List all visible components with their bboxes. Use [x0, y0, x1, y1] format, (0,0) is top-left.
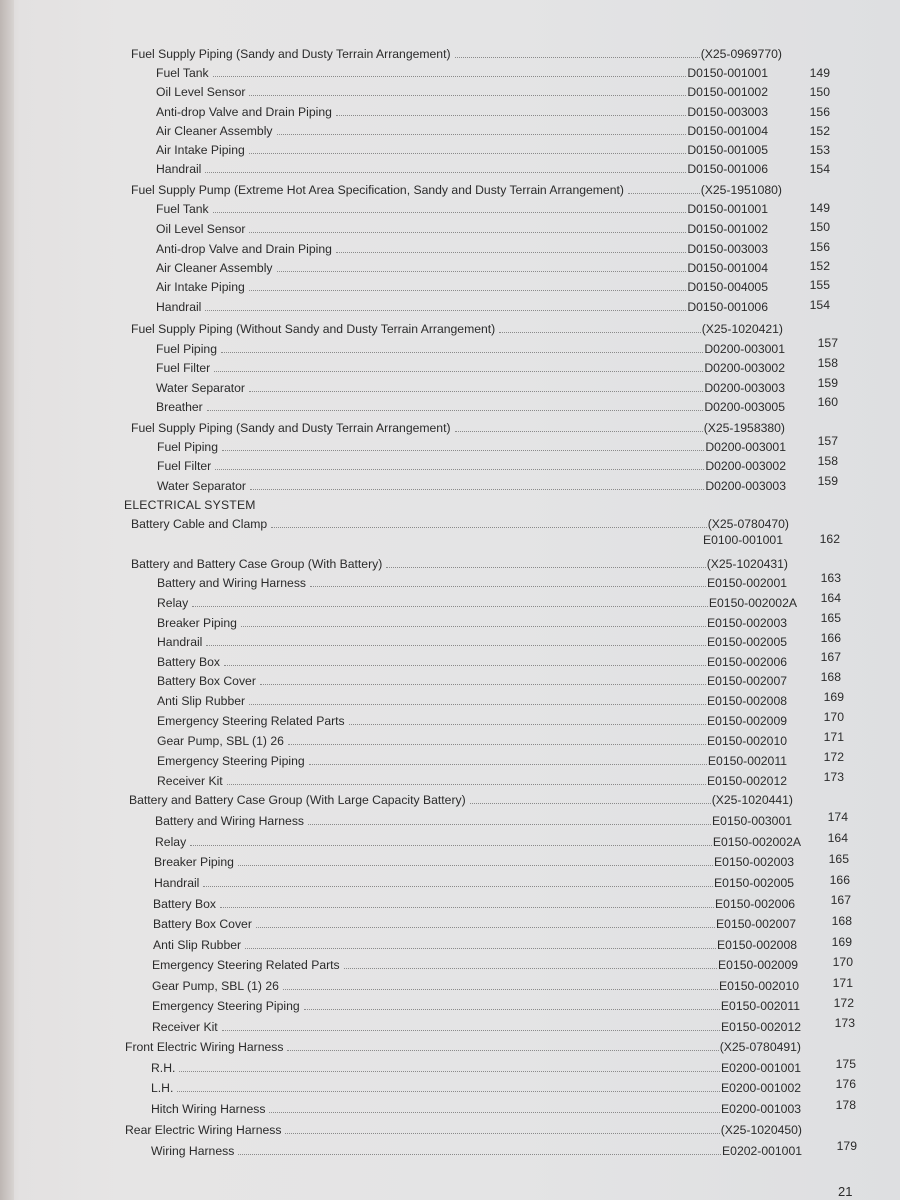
toc-entry[interactable]: Breather D0200-003005 [156, 400, 785, 414]
dot-leader [309, 752, 707, 765]
page-ref: 179 [836, 1139, 857, 1153]
page-ref: 173 [823, 770, 844, 784]
dot-leader [310, 574, 706, 587]
dot-leader [222, 438, 704, 451]
page-ref: 169 [823, 690, 844, 704]
page-ref: 158 [817, 454, 838, 468]
page-ref: 166 [829, 873, 850, 887]
page-ref: 171 [832, 976, 853, 990]
dot-leader [336, 103, 686, 116]
dot-leader [344, 956, 717, 969]
page-ref: 158 [817, 356, 838, 370]
toc-entry[interactable]: Gear Pump, SBL (1) 26 E0150-002010 [157, 734, 787, 748]
dot-leader [227, 772, 706, 785]
dot-leader [271, 515, 707, 528]
dot-leader [179, 1059, 720, 1072]
section-heading: ELECTRICAL SYSTEM [124, 498, 256, 512]
toc-entry[interactable]: R.H. E0200-001001 [151, 1061, 801, 1075]
page-ref: 156 [809, 105, 830, 119]
dot-leader [470, 791, 711, 804]
toc-entry[interactable]: Anti-drop Valve and Drain Piping D0150-003003 [156, 242, 768, 256]
page-ref: 159 [817, 376, 838, 390]
page-ref: 164 [827, 831, 848, 845]
toc-entry[interactable]: Air Cleaner Assembly D0150-001004 [156, 261, 768, 275]
dot-leader [249, 278, 687, 291]
dot-leader [249, 141, 687, 154]
toc-entry[interactable]: Battery and Wiring Harness E0150-002001 [157, 576, 787, 590]
toc-entry[interactable]: Oil Level Sensor D0150-001002 [156, 85, 768, 99]
page-ref: 149 [809, 201, 830, 215]
toc-entry[interactable]: Anti Slip Rubber E0150-002008 [153, 938, 797, 952]
page-ref: 174 [827, 810, 848, 824]
dot-leader [222, 1018, 720, 1031]
toc-entry[interactable]: Battery Box E0150-002006 [157, 655, 787, 669]
toc-entry[interactable]: L.H. E0200-001002 [151, 1081, 801, 1095]
dot-leader [455, 45, 700, 58]
dot-leader [215, 457, 704, 470]
dot-leader [224, 653, 706, 666]
page-ref: 172 [823, 750, 844, 764]
toc-entry[interactable]: Anti Slip Rubber E0150-002008 [157, 694, 787, 708]
page-ref: 159 [817, 474, 838, 488]
dot-leader [304, 997, 720, 1010]
dot-leader [213, 200, 687, 213]
toc-entry[interactable]: Handrail E0150-002005 [154, 876, 794, 890]
toc-entry[interactable]: Relay E0150-002002A [157, 596, 797, 610]
dot-leader [308, 812, 711, 825]
dot-leader [190, 833, 712, 846]
page-ref: 168 [831, 914, 852, 928]
page-binding-edge [0, 0, 14, 1200]
toc-entry[interactable]: Battery Box E0150-002006 [153, 897, 795, 911]
page-ref: 160 [817, 395, 838, 409]
page-ref: 170 [823, 710, 844, 724]
toc-entry[interactable]: Breaker Piping E0150-002003 [154, 855, 794, 869]
dot-leader [221, 340, 703, 353]
dot-leader [269, 1100, 720, 1113]
dot-leader [214, 359, 703, 372]
dot-leader [238, 1142, 721, 1155]
toc-entry[interactable]: Water Separator D0200-003003 [156, 381, 785, 395]
dot-leader [249, 220, 686, 233]
toc-entry[interactable]: Relay E0150-002002A [155, 835, 801, 849]
page-ref: 171 [823, 730, 844, 744]
toc-entry[interactable]: Receiver Kit E0150-002012 [152, 1020, 801, 1034]
toc-entry[interactable]: Fuel Piping D0200-003001 [157, 440, 786, 454]
dot-leader [245, 936, 716, 949]
toc-entry[interactable]: Wiring Harness E0202-001001 [151, 1144, 802, 1158]
dot-leader [249, 692, 706, 705]
page-ref: 157 [817, 434, 838, 448]
page-ref: 150 [809, 85, 830, 99]
dot-leader [285, 1121, 719, 1134]
page-ref: 153 [809, 143, 830, 157]
page-ref: 165 [828, 852, 849, 866]
dot-leader [213, 64, 687, 77]
dot-leader [386, 555, 705, 568]
dot-leader [260, 672, 706, 685]
page-ref: 176 [835, 1077, 856, 1091]
toc-entry[interactable]: Handrail E0150-002005 [157, 635, 787, 649]
toc-entry[interactable]: Fuel Filter D0200-003002 [157, 459, 786, 473]
toc-entry[interactable]: Handrail D0150-001006 [156, 162, 768, 176]
dot-leader [177, 1079, 720, 1092]
toc-entry[interactable]: Water Separator D0200-003003 [157, 479, 786, 493]
page-ref: 152 [809, 124, 830, 138]
toc-entry[interactable]: Receiver Kit E0150-002012 [157, 774, 787, 788]
toc-entry[interactable]: Air Intake Piping D0150-004005 [156, 280, 768, 294]
page-number: 21 [838, 1184, 853, 1199]
toc-entry[interactable]: Fuel Tank D0150-001001 [156, 202, 768, 216]
dot-leader [288, 732, 706, 745]
dot-leader [249, 83, 686, 96]
dot-leader [241, 614, 706, 627]
toc-entry[interactable]: Handrail D0150-001006 [156, 300, 768, 314]
dot-leader [256, 915, 715, 928]
toc-entry[interactable]: Battery and Wiring Harness E0150-003001 [155, 814, 792, 828]
toc-group-header[interactable]: Fuel Supply Pump (Extreme Hot Area Specification, Sandy and Dusty Terrain Arrangement) (X25-1951080) [131, 183, 782, 197]
page-ref: 164 [820, 591, 841, 605]
page-ref: 172 [833, 996, 854, 1010]
dot-leader [628, 181, 700, 194]
toc-entry[interactable]: Battery Box Cover E0150-002007 [153, 917, 796, 931]
toc-entry[interactable]: Gear Pump, SBL (1) 26 E0150-002010 [152, 979, 799, 993]
page-ref: 167 [830, 893, 851, 907]
toc-entry[interactable]: Air Intake Piping D0150-001005 [156, 143, 768, 157]
page-ref: 167 [820, 650, 841, 664]
toc-group-header[interactable]: Fuel Supply Piping (Sandy and Dusty Terrain Arrangement) (X25-0969770) [131, 47, 782, 61]
toc-group-header[interactable]: Battery and Battery Case Group (With Battery) (X25-1020431) [131, 557, 788, 571]
page-ref: 156 [809, 240, 830, 254]
toc-entry[interactable]: Fuel Tank D0150-001001 [156, 66, 768, 80]
page-ref: 175 [835, 1057, 856, 1071]
toc-group-header[interactable]: Battery Cable and Clamp (X25-0780470) [131, 517, 789, 531]
dot-leader [499, 320, 700, 333]
dot-leader [249, 379, 703, 392]
dot-leader [277, 122, 687, 135]
toc-entry[interactable]: Emergency Steering Piping E0150-002011 [157, 754, 787, 768]
toc-entry[interactable]: Battery Box Cover E0150-002007 [157, 674, 787, 688]
toc-entry[interactable]: Anti-drop Valve and Drain Piping D0150-003003 [156, 105, 768, 119]
page-ref: 154 [809, 298, 830, 312]
dot-leader [207, 398, 704, 411]
page-ref: 178 [835, 1098, 856, 1112]
toc-group-header[interactable]: Front Electric Wiring Harness (X25-0780491) [125, 1040, 801, 1054]
page-ref: 162 [819, 532, 840, 546]
toc-group-header[interactable]: Rear Electric Wiring Harness (X25-1020450) [125, 1123, 802, 1137]
page-ref: 149 [809, 66, 830, 80]
page-ref: 166 [820, 631, 841, 645]
page-ref: 157 [817, 336, 838, 350]
page-ref: 152 [809, 259, 830, 273]
toc-entry[interactable]: Fuel Filter D0200-003002 [156, 361, 785, 375]
toc-entry[interactable]: Air Cleaner Assembly D0150-001004 [156, 124, 768, 138]
dot-leader [455, 419, 703, 432]
page-ref: 163 [820, 571, 841, 585]
dot-leader [238, 853, 713, 866]
page-ref: 169 [831, 935, 852, 949]
page-ref: 154 [809, 162, 830, 176]
toc-group-header[interactable]: Battery and Battery Case Group (With Large Capacity Battery) (X25-1020441) [129, 793, 793, 807]
toc-entry[interactable]: Hitch Wiring Harness E0200-001003 [151, 1102, 801, 1116]
dot-leader [287, 1038, 718, 1051]
page-ref: 155 [809, 278, 830, 292]
toc-code[interactable]: E0100-001001 [703, 533, 783, 547]
toc-entry[interactable]: Breaker Piping E0150-002003 [157, 616, 787, 630]
page-ref: 170 [832, 955, 853, 969]
dot-leader [192, 594, 708, 607]
dot-leader [349, 712, 706, 725]
page-ref: 173 [834, 1016, 855, 1030]
dot-leader [283, 977, 718, 990]
toc-entry[interactable]: Emergency Steering Piping E0150-002011 [152, 999, 800, 1013]
dot-leader [250, 477, 704, 490]
page-ref: 168 [820, 670, 841, 684]
toc-entry[interactable]: Emergency Steering Related Parts E0150-002009 [157, 714, 787, 728]
dot-leader [206, 633, 706, 646]
toc-entry[interactable]: Emergency Steering Related Parts E0150-002009 [152, 958, 798, 972]
dot-leader [205, 298, 686, 311]
page-ref: 150 [809, 220, 830, 234]
toc-group-header[interactable]: Fuel Supply Piping (Without Sandy and Dusty Terrain Arrangement) (X25-1020421) [131, 322, 783, 336]
toc-entry[interactable]: Oil Level Sensor D0150-001002 [156, 222, 768, 236]
dot-leader [277, 259, 687, 272]
toc-entry[interactable]: Fuel Piping D0200-003001 [156, 342, 785, 356]
dot-leader [220, 895, 714, 908]
dot-leader [336, 240, 686, 253]
dot-leader [203, 874, 713, 887]
page-ref: 165 [820, 611, 841, 625]
dot-leader [205, 160, 686, 173]
toc-group-header[interactable]: Fuel Supply Piping (Sandy and Dusty Terrain Arrangement) (X25-1958380) [131, 421, 785, 435]
